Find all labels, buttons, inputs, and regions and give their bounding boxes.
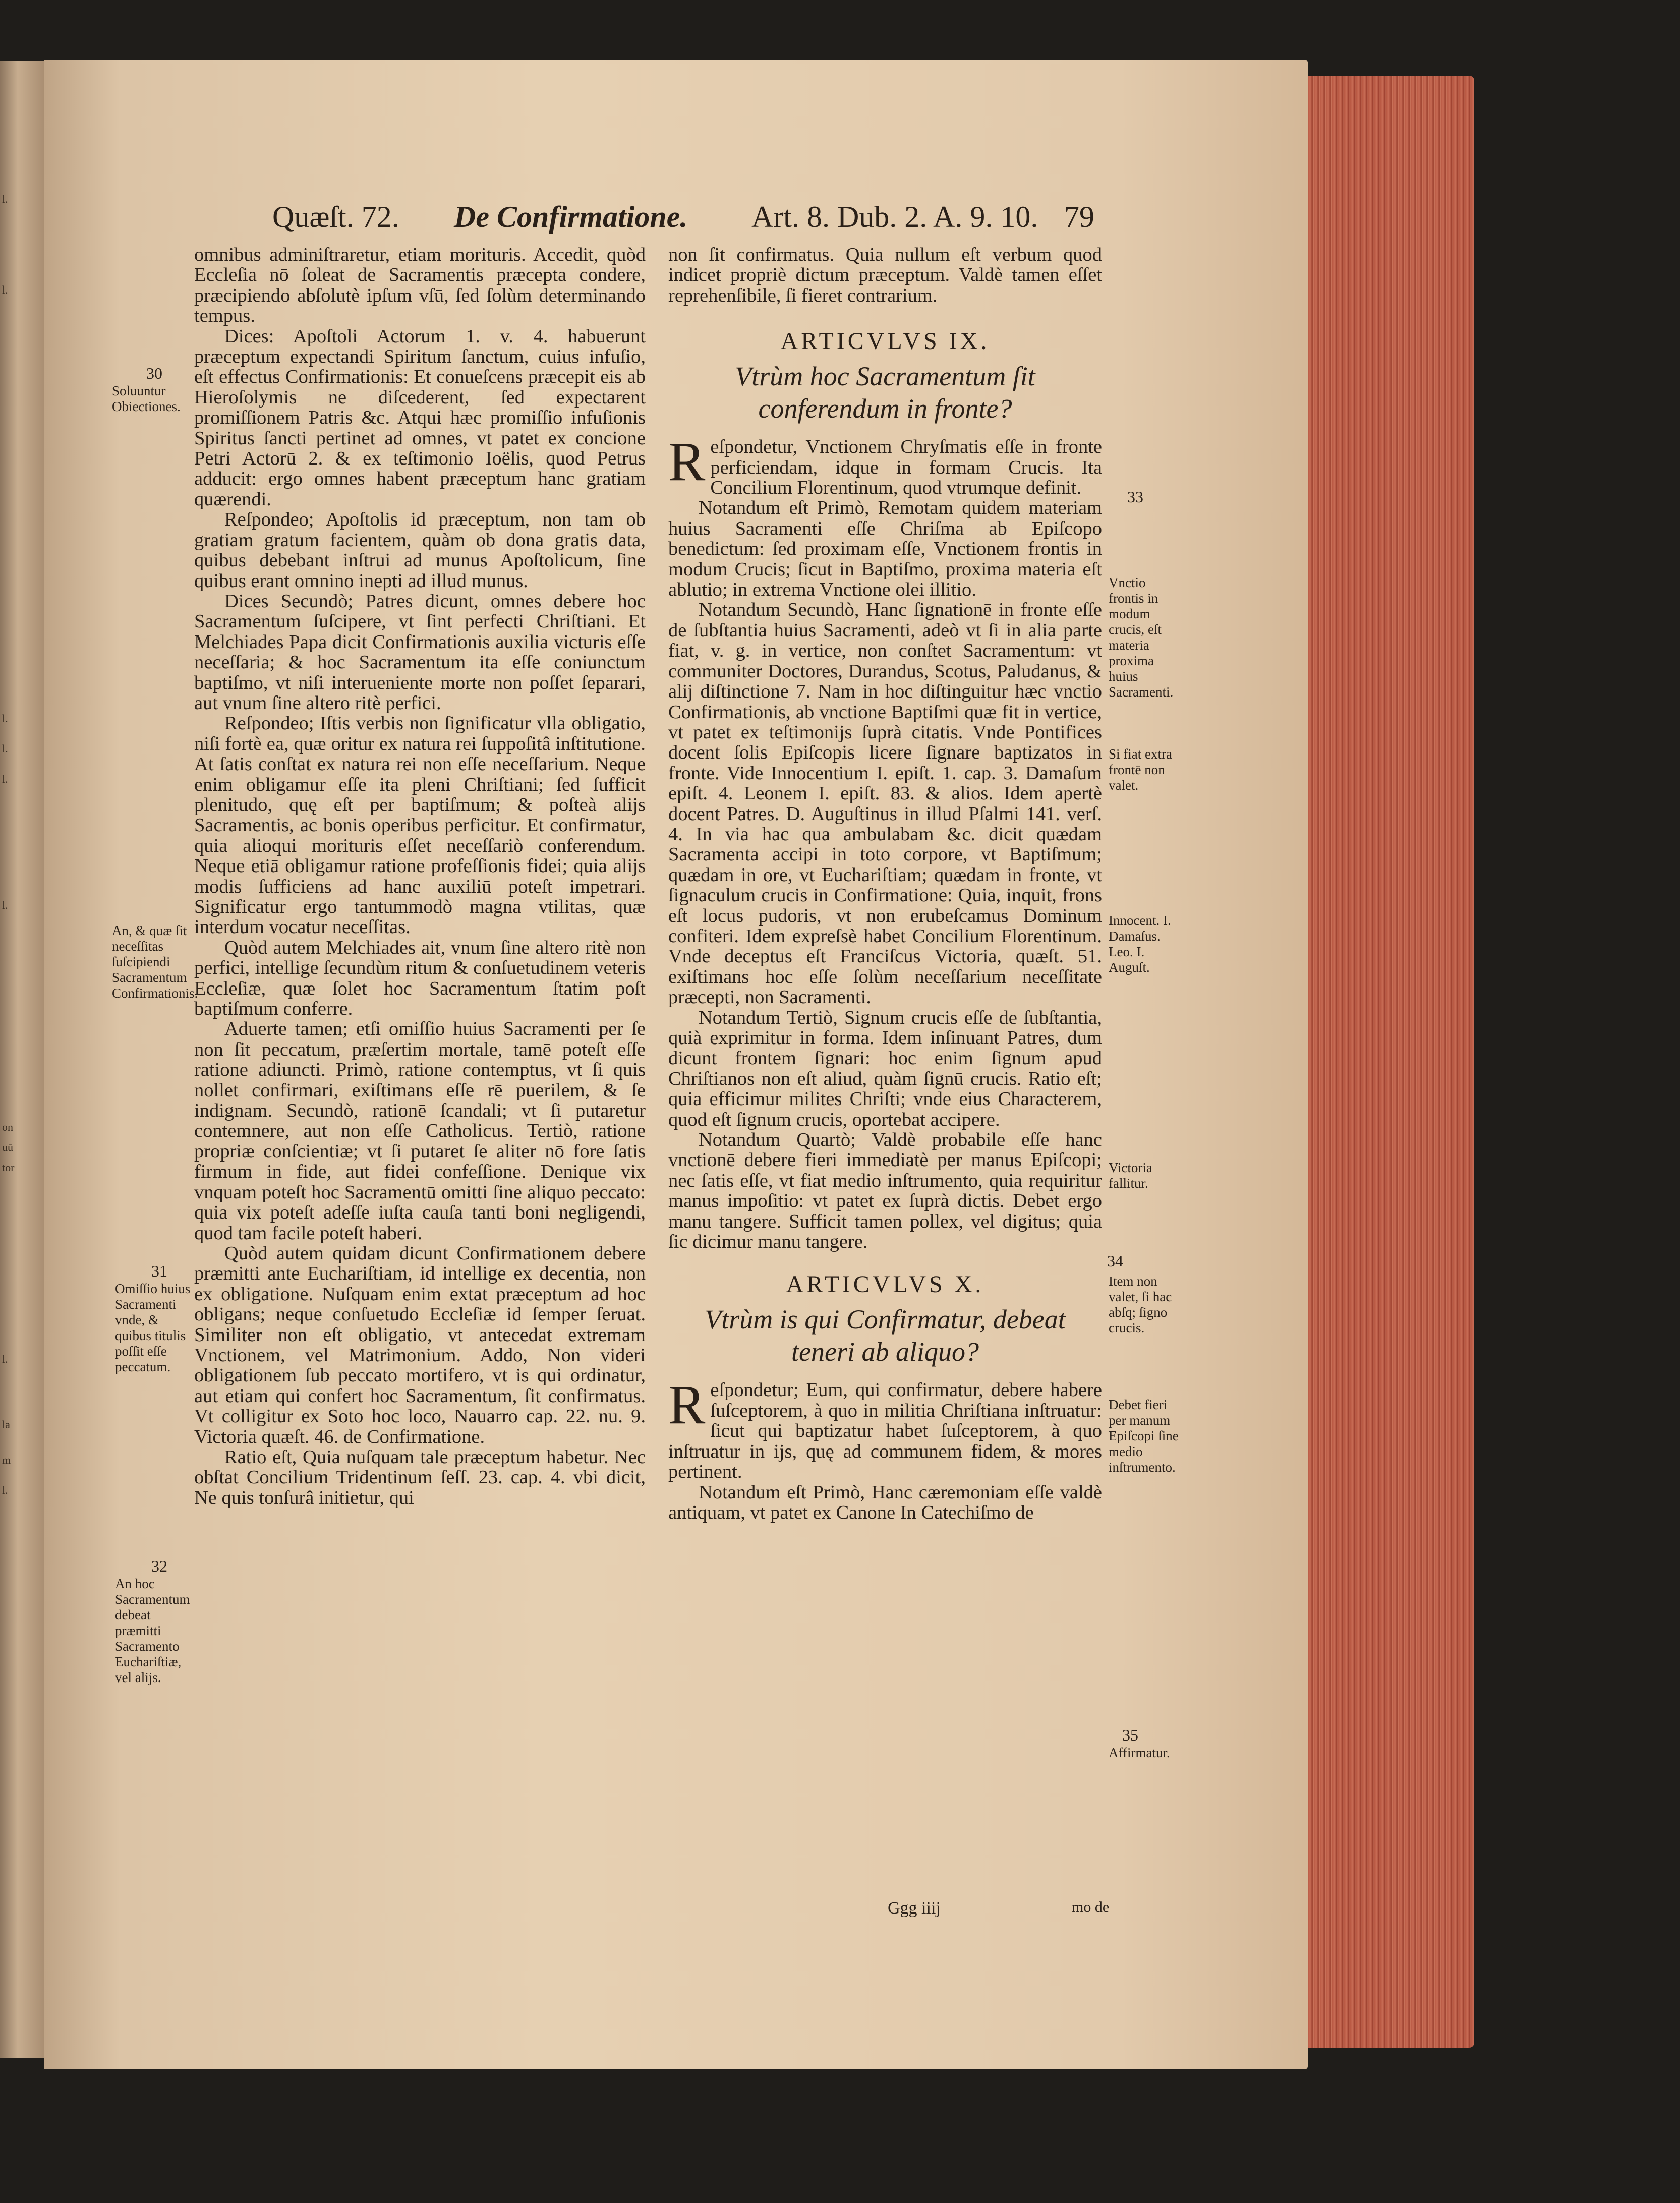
paragraph: Notandum eſt Primò, Remotam quidem materiam huius Sacramenti eſſe Chriſma ab Epiſcopo benedictum: ſed proximam eſſe, Vnctionem frontis in modum Crucis; ſicut in Baptiſmo, proxima materia eſt ablutio; in extrema Vnctione olei illitio. [668, 497, 1102, 601]
paragraph-text: eſpondetur, Vnctionem Chryſmatis eſſe in fronte perficiendam, idque in formam Crucis. Ita Concilium Florentinum, quod vtrumque definit. [710, 436, 1102, 499]
catchword: mo de [1072, 1899, 1110, 1916]
article-heading: ARTICVLVS IX. [780, 328, 990, 355]
margin-note: Debet fieri per manum Epiſcopi ſine medio inſtrumento. [1109, 1397, 1179, 1475]
right-column [668, 245, 1102, 1523]
left-page-fragment: la [2, 1418, 10, 1431]
left-page-fragment: uū [2, 1141, 13, 1153]
paragraph: Quòd autem quidam dicunt Confirmationem debere præmitti ante Euchariſtiam, id intellige ex decentia, non ex obligatione. Nuſquam enim extat præceptum ad hoc obligans; neque conſuetudo Eccleſiæ id ſemper ſeruat. Similiter non eſt obligatio, vt antecedat extremam Vnctionem, vel Matrimonium. Addo, Non videri obligationem ſub peccato mortifero, vt is qui ordinatur, aut etiam qui confert hoc Sacramentum, ſit confirmatus. Vt colligitur ex Soto hoc loco, Nauarro cap. 22. nu. 9. Victoria quæſt. 46. de Confirmatione. [194, 1242, 646, 1447]
left-page-fragment: l. [2, 193, 8, 205]
left-page-fragment: l. [2, 712, 8, 725]
margin-number: 33 [1127, 488, 1143, 506]
margin-number: 31 [151, 1262, 167, 1280]
left-page-fragment: l. [2, 1353, 8, 1365]
left-page-fragment: on [2, 1121, 13, 1133]
margin-number: 30 [146, 364, 162, 382]
left-page-fragment: l. [2, 283, 8, 296]
paragraph [668, 1374, 1102, 1483]
drop-cap: R [668, 1374, 706, 1436]
paragraph: non ſit confirmatus. Quia nullum eſt verbum quod indicet propriè dictum præceptum. Valdè tamen eſſet reprehenſibile, ſi fieret contrarium. [668, 244, 1102, 306]
header-article: Art. 8. Dub. 2. A. 9. 10. [751, 200, 1038, 234]
margin-note: Affirmatur. [1109, 1745, 1170, 1760]
left-page-fragment: tor [2, 1161, 15, 1174]
paragraph-text: eſpondetur; Eum, qui confirmatur, debere habere ſuſceptorem, à quo in militia Chriſtiana inſtruatur: ſicut qui baptizatur habet ſuſceptorem, à quo inſtruatur in ijs, quę ad communem fidem, & mores pertinent. [668, 1379, 1102, 1483]
left-page-fragment: l. [2, 1484, 8, 1496]
margin-number: 34 [1107, 1252, 1123, 1270]
drop-cap: R [668, 431, 706, 493]
left-page-fragment: l. [2, 899, 8, 911]
header-title: De Confirmatione. [454, 200, 688, 234]
left-column [194, 245, 646, 1508]
left-page-fragment: l. [2, 773, 8, 785]
paragraph: Quòd autem Melchiades ait, vnum ſine altero ritè non perfici, intellige ſecundùm ritum & conſuetudinem veteris Eccleſiæ, quæ ſolet hoc Sacramentum ſtatim poſt baptiſmum conferre. [194, 937, 646, 1020]
left-page-edge [0, 61, 44, 2058]
paragraph: omnibus adminiſtraretur, etiam morituris. Accedit, quòd Eccleſia nō ſoleat de Sacramentis præcepta condere, præcipiendo abſolutè ipſum vſū, ſed ſolùm determinando tempus. [194, 244, 646, 327]
margin-note: Soluuntur Obiectiones. [112, 383, 181, 414]
paragraph: Reſpondeo; Apoſtolis id præceptum, non tam ob gratiam gratum facientem, quàm ob dona gratis data, quibus debebant inſtrui ad munus Apoſtolicum, ſine quibus erant omnino inepti ad illud munus. [194, 509, 646, 592]
left-page-fragment: l. [2, 742, 8, 755]
margin-note: An, & quæ ſit neceſſitas ſuſcipiendi Sacramentum Confirmationis. [112, 923, 198, 1001]
margin-note: Si fiat extra frontē non valet. [1109, 746, 1172, 793]
margin-note: An hoc Sacramentum debeat præmitti Sacramento Euchariſtiæ, vel alijs. [115, 1576, 190, 1685]
paragraph: Dices Secundò; Patres dicunt, omnes debere hoc Sacramentum ſuſcipere, vt ſint perfecti Chriſtiani. Et Melchiades Papa dicit Confirmationis auxilia victuris eſſe neceſſaria; & hoc Sacramentum ita eſſe coniunctum baptiſmo, vt niſi interueniente morte non poſſet ſeparari, aut vnum ſine altero ritè perfici. [194, 590, 646, 714]
paragraph: Aduerte tamen; etſi omiſſio huius Sacramenti per ſe non ſit peccatum, præſertim mortale, tamē poteſt eſſe ratione adiuncti. Primò, ratione contemptus, vt ſi quis nollet confirmari, exiſtimans eſſe rē puerilem, & ſe indignam. Secundò, rationē ſcandali; vt ſi putaretur contemnere, aut non eſſe Catholicus. Tertiò, ratione propriæ conſcientiæ; vt ſi putaret ſe aliter nō fore ſatis firmum in fide, aut fidei confeſſione. Denique vix vnquam poteſt hoc Sacramentū omitti ſine aliquo peccato: quia vix poteſt adeſſe iuſta cauſa tanti boni negligendi, quod tam facile poteſt haberi. [194, 1018, 646, 1244]
margin-note: Innocent. I. Damaſus. Leo. I. Auguſt. [1109, 913, 1171, 975]
paragraph: Ratio eſt, Quia nuſquam tale præceptum habetur. Nec obſtat Concilium Tridentinum ſeſſ. 23. cap. 4. vbi dicit, Ne quis tonſurâ initietur, qui [194, 1446, 646, 1509]
margin-number: 32 [151, 1557, 167, 1575]
running-header [272, 197, 1120, 237]
margin-note: Item non valet, ſi hac abſq; ſigno crucis. [1109, 1273, 1172, 1336]
paragraph: Notandum eſt Primò, Hanc cæremoniam eſſe valdè antiquam, vt patet ex Canone In Catechiſmo de [668, 1481, 1102, 1523]
page-edges-red [1308, 76, 1474, 2048]
left-page-fragment: m [2, 1454, 11, 1466]
header-question: Quæſt. 72. [272, 200, 399, 234]
paragraph: Dices: Apoſtoli Actorum 1. v. 4. habuerunt præceptum expectandi Spiritum ſanctum, cuius infuſio, eſt effectus Confirmationis: Et conueſcens præcepit eis ab Hieroſolymis ne diſcederent, ſed expectarent promiſſionem Patris &c. Atqui hæc promiſſio infuſionis Spiritus ſancti pertinet ad omnes, vt patet ex concione Petri Actorū 2. & ex teſtimonio Ioëlis, quod Petrus adducit: ergo omnes habent præceptum hanc gratiam quærendi. [194, 325, 646, 510]
margin-number: 35 [1122, 1726, 1138, 1744]
signature-mark: Ggg iiij [888, 1899, 941, 1918]
margin-note: Victoria fallitur. [1109, 1160, 1152, 1191]
article-question: Vtrùm hoc Sacramentum ſit conferendum in fronte? [735, 361, 1035, 424]
margin-note: Vnctio frontis in modum crucis, eſt materia proxima huius Sacramenti. [1109, 575, 1174, 700]
paragraph: Notandum Secundò, Hanc ſignationē in fronte eſſe de ſubſtantia huius Sacramenti, adeò vt ſi in alia parte fiat, v. g. in vertice, non conſtet Sacramentum: vt communiter Doctores, Durandus, Scotus, Paludanus, & alij diſtinctione 7. Nam in hoc diſtinguitur hæc vnctio Confirmationis, ab vnctione Baptiſmi quæ fit in vertice, vt patet ex teſtimonijs ſuprà citatis. Vnde Pontifices docent ſolis Epiſcopis licere ſignare baptizatos in fronte. Vide Innocentium I. epiſt. 1. cap. 3. Damaſum epiſt. 4. Leonem I. epiſt. 83. & alios. Idem apertè docent Patres. D. Auguſtinus in illud Pſalmi 141. verſ. 4. In via hac qua ambulabam &c. dicit quædam Sacramenta accipi in toto corpore, vt Baptiſmum; quædam in ore, vt Euchariſtiam; quædam in fronte, vt ſignaculum crucis in Confirmatione: Quia, inquit, frons eſt locus pudoris, vt non erubeſcamus Dominum confiteri. Idem expreſsè habet Concilium Florentinum. Vnde deceptus eſt Franciſcus Victoria, quæſt. 51. exiſtimans hoc eſſe ſolùm neceſſarium neceſſitate præcepti, non Sacramenti. [668, 599, 1102, 1008]
article-question: Vtrùm is qui Confirmatur, debeat teneri ab aliquo? [705, 1304, 1066, 1367]
margin-note: Omiſſio huius Sacramenti vnde, & quibus titulis poſſit eſſe peccatum. [115, 1281, 191, 1374]
paragraph: Notandum Tertiò, Signum crucis eſſe de ſubſtantia, quià exprimitur in forma. Idem inſinuant Patres, dum dicunt frontem ſignari: hoc enim ſignum apud Chriſtianos non eſt aliud, quàm ſignū crucis. Ratio eſt; quia efficimur milites Chriſti; vnde eius Characterem, quod eſt ſignum crucis, oportebat accipere. [668, 1007, 1102, 1130]
paragraph: Reſpondeo; Iſtis verbis non ſignificatur vlla obligatio, niſi fortè ea, quæ oritur ex natura rei ſuppoſitâ inſtitutione. At ſatis conſtat ex natura rei non eſſe neceſſarium. Neque enim obligamur eſſe ita pleni Chriſtiani; ſed ſufficit plenitudo, quę eſt per baptiſmum; & poſteà alijs Sacramentis, ac bonis operibus perficitur. Et confirmatur, quia alioqui morituris eſſet neceſſariò conferendum. Neque etiā obligamur ratione profeſſionis fidei; quia alijs modis ſufficiens ad hanc auxiliū poteſt impetrari. Significatur ergo tantummodò magna vtilitas, quæ interdum vocatur neceſſitas. [194, 713, 646, 938]
paragraph: Notandum Quartò; Valdè probabile eſſe hanc vnctionē debere fieri immediatè per manus Epiſcopi; nec ſatis eſſe, vt fiat medio inſtrumento, quia requiritur manus impoſitio: vt patet ex ſuprà dictis. Debet ergo manu tangere. Sufficit tamen pollex, vel digitus; quia ſic dicimur manu tangere. [668, 1129, 1102, 1253]
paragraph [668, 431, 1102, 499]
page-number: 79 [1064, 200, 1094, 234]
article-heading: ARTICVLVS X. [786, 1271, 984, 1298]
